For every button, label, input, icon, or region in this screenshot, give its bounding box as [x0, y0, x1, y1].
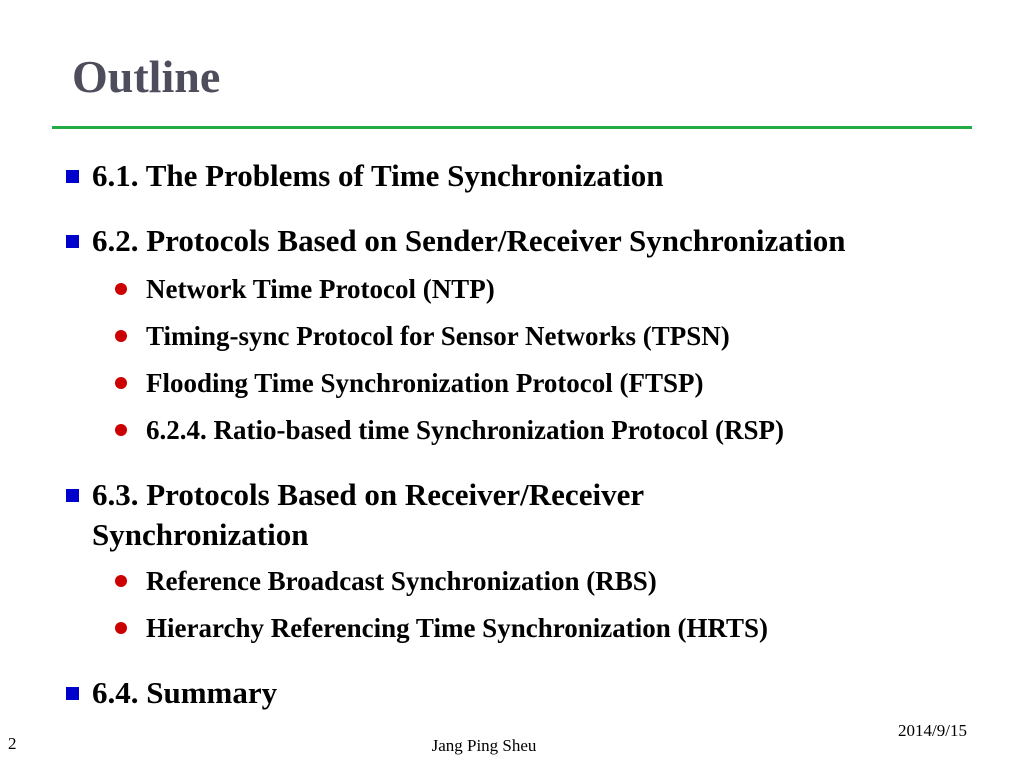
list-item-text: 6.1. The Problems of Time Synchronization [92, 158, 664, 193]
list-item-l2 [146, 612, 1006, 644]
list-item-text: Reference Broadcast Synchronization (RBS) [146, 566, 657, 596]
list-item-text: 6.3. Protocols Based on Receiver/Receiver Synchronization [92, 477, 644, 552]
round-bullet-icon [115, 424, 127, 436]
slide-number: 2 [8, 734, 17, 753]
footer-date: 2014/9/15 [898, 721, 967, 740]
slide-title: Outline [72, 51, 221, 102]
round-bullet-icon [115, 377, 127, 389]
list-item-l1 [92, 475, 812, 555]
round-bullet-icon [115, 330, 127, 342]
list-item-text: Timing-sync Protocol for Sensor Networks (TPSN) [146, 321, 730, 351]
list-item-l1 [92, 221, 1002, 261]
list-item-text: 6.4. Summary [92, 675, 278, 710]
list-item-l2 [146, 565, 1006, 597]
square-bullet-icon [66, 687, 79, 700]
footer-author: Jang Ping Sheu [431, 736, 537, 755]
list-item-l2 [146, 320, 1006, 352]
list-item-text: Hierarchy Referencing Time Synchronization (HRTS) [146, 613, 769, 643]
square-bullet-icon [66, 235, 79, 248]
round-bullet-icon [115, 283, 127, 295]
round-bullet-icon [115, 575, 127, 587]
list-item-l2 [146, 273, 1006, 305]
square-bullet-icon [66, 489, 79, 502]
list-item-text: 6.2.4. Ratio-based time Synchronization Protocol (RSP) [146, 415, 784, 445]
list-item-text: Flooding Time Synchronization Protocol (FTSP) [146, 368, 704, 398]
list-item-text: 6.2. Protocols Based on Sender/Receiver Synchronization [92, 223, 846, 258]
round-bullet-icon [115, 622, 127, 634]
list-item-l1 [92, 156, 1002, 196]
list-item-text: Network Time Protocol (NTP) [146, 274, 495, 304]
list-item-l2 [146, 367, 1006, 399]
list-item-l2 [146, 414, 1006, 446]
square-bullet-icon [66, 170, 79, 183]
list-item-l1 [92, 673, 1002, 713]
